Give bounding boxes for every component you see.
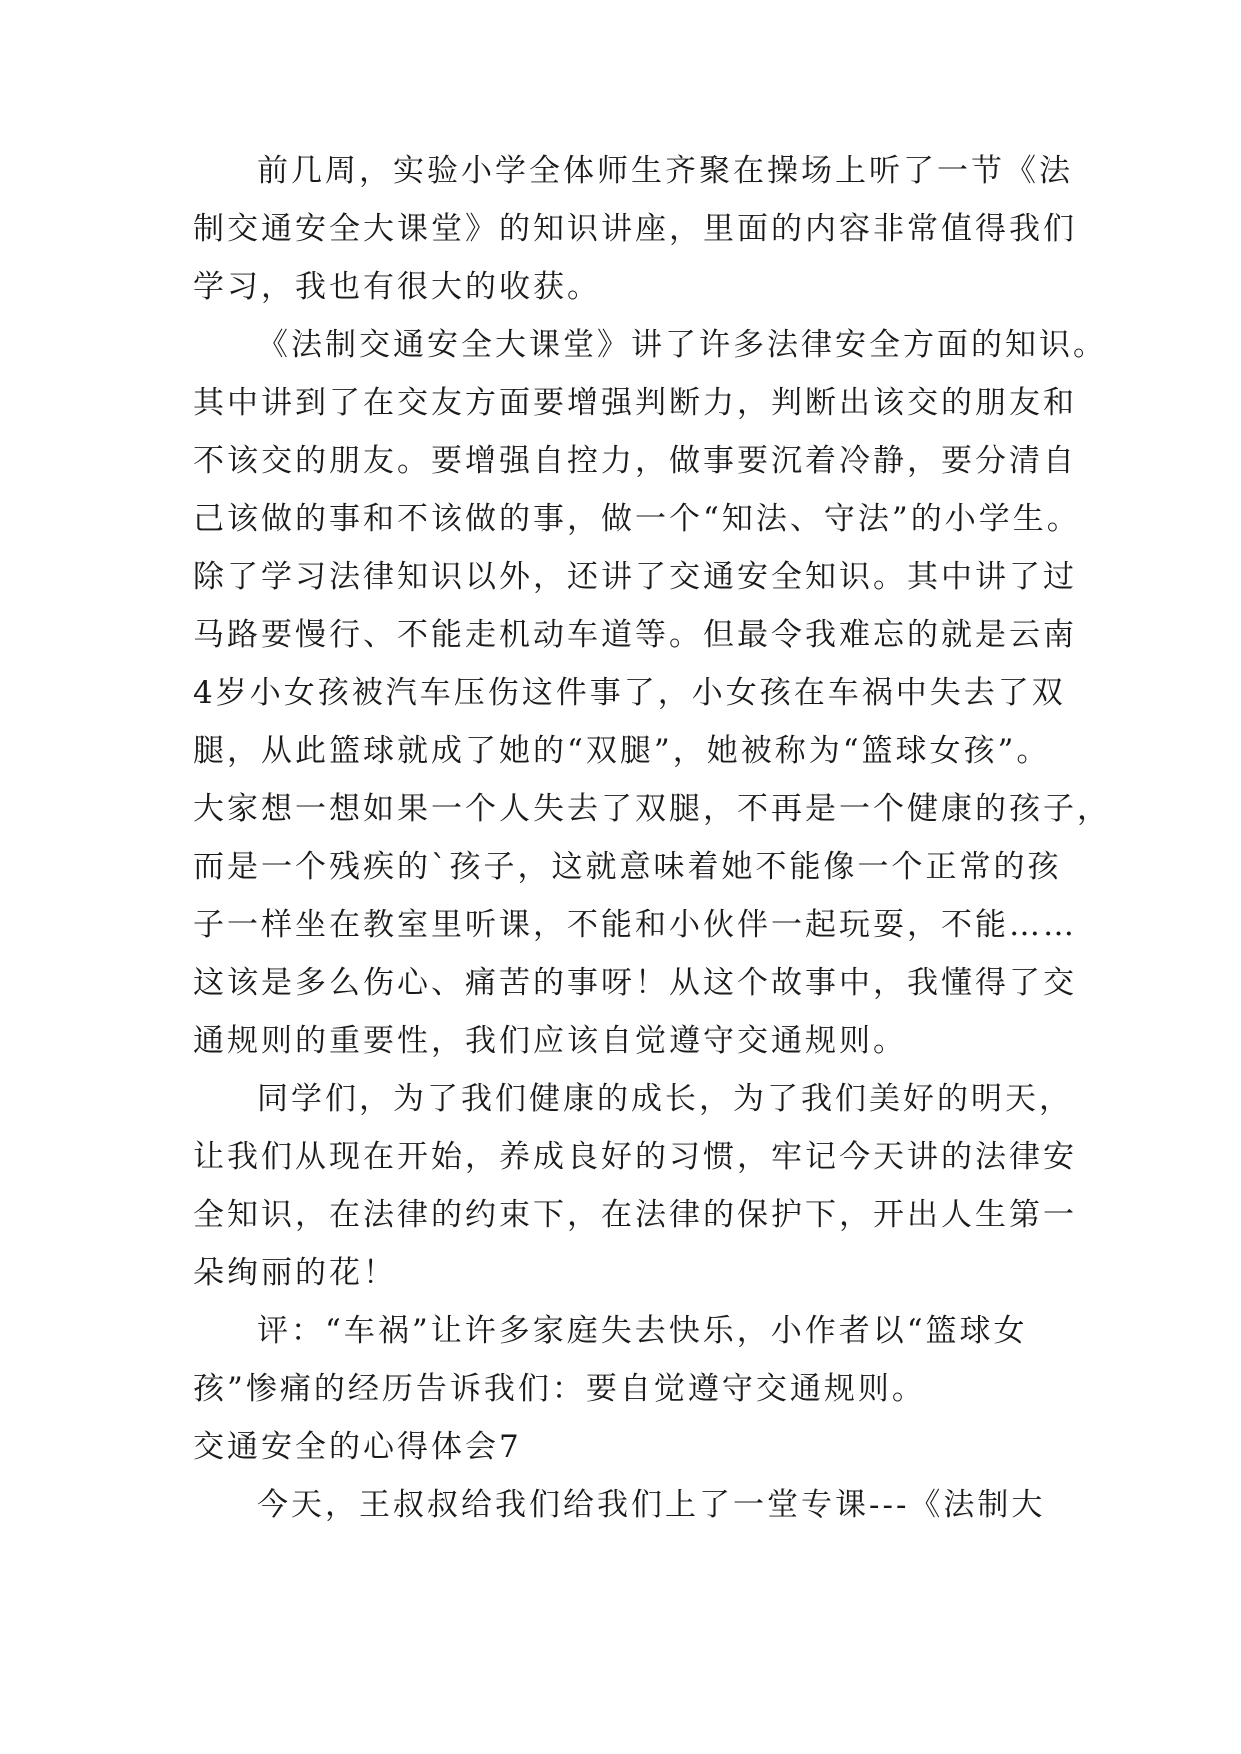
paragraph-2-line-10: 而是一个残疾的`孩子，这就意味着她不能像一个正常的孩 (193, 849, 1062, 885)
paragraph-3-line-3: 全知识，在法律的约束下，在法律的保护下，开出人生第一 (193, 1197, 1077, 1233)
paragraph-2-line-1: 《法制交通安全大课堂》讲了许多法律安全方面的知识。 (257, 327, 1107, 363)
paragraph-2-line-2: 其中讲到了在交友方面要增强判断力，判断出该交的朋友和 (193, 385, 1077, 421)
paragraph-1-line-3: 学习，我也有很大的收获。 (193, 269, 601, 305)
paragraph-2-line-12: 这该是多么伤心、痛苦的事呀！从这个故事中，我懂得了交 (193, 965, 1077, 1001)
paragraph-2-line-5: 除了学习法律知识以外，还讲了交通安全知识。其中讲了过 (193, 559, 1077, 595)
paragraph-1-line-2: 制交通安全大课堂》的知识讲座，里面的内容非常值得我们 (193, 211, 1077, 247)
paragraph-2-line-4: 己该做的事和不该做的事，做一个“知法、守法”的小学生。 (193, 501, 1081, 537)
paragraph-3-line-4: 朵绚丽的花！ (193, 1255, 397, 1291)
paragraph-3-line-2: 让我们从现在开始，养成良好的习惯，牢记今天讲的法律安 (193, 1139, 1077, 1175)
paragraph-2-line-3: 不该交的朋友。要增强自控力，做事要沉着冷静，要分清自 (193, 443, 1077, 479)
section-heading: 交通安全的心得体会7 (193, 1429, 522, 1465)
paragraph-4-line-1: 今天，王叔叔给我们给我们上了一堂专课---《法制大 (257, 1487, 1046, 1523)
comment-line-2: 孩”惨痛的经历告诉我们：要自觉遵守交通规则。 (193, 1371, 926, 1407)
paragraph-2-line-8: 腿，从此篮球就成了她的“双腿”，她被称为“篮球女孩”。 (193, 733, 1051, 769)
paragraph-2-line-11: 子一样坐在教室里听课，不能和小伙伴一起玩耍，不能…… (193, 907, 1077, 943)
paragraph-1-line-1: 前几周，实验小学全体师生齐聚在操场上听了一节《法 (257, 153, 1073, 189)
paragraph-3-line-1: 同学们，为了我们健康的成长，为了我们美好的明天， (257, 1081, 1073, 1117)
paragraph-2-line-13: 通规则的重要性，我们应该自觉遵守交通规则。 (193, 1023, 907, 1059)
paragraph-2-line-7: 4岁小女孩被汽车压伤这件事了，小女孩在车祸中失去了双 (193, 675, 1066, 711)
comment-line-1: 评：“车祸”让许多家庭失去快乐，小作者以“篮球女 (257, 1313, 1028, 1349)
paragraph-2-line-9: 大家想一想如果一个人失去了双腿，不再是一个健康的孩子， (193, 791, 1111, 827)
paragraph-2-line-6: 马路要慢行、不能走机动车道等。但最令我难忘的就是云南 (193, 617, 1077, 653)
